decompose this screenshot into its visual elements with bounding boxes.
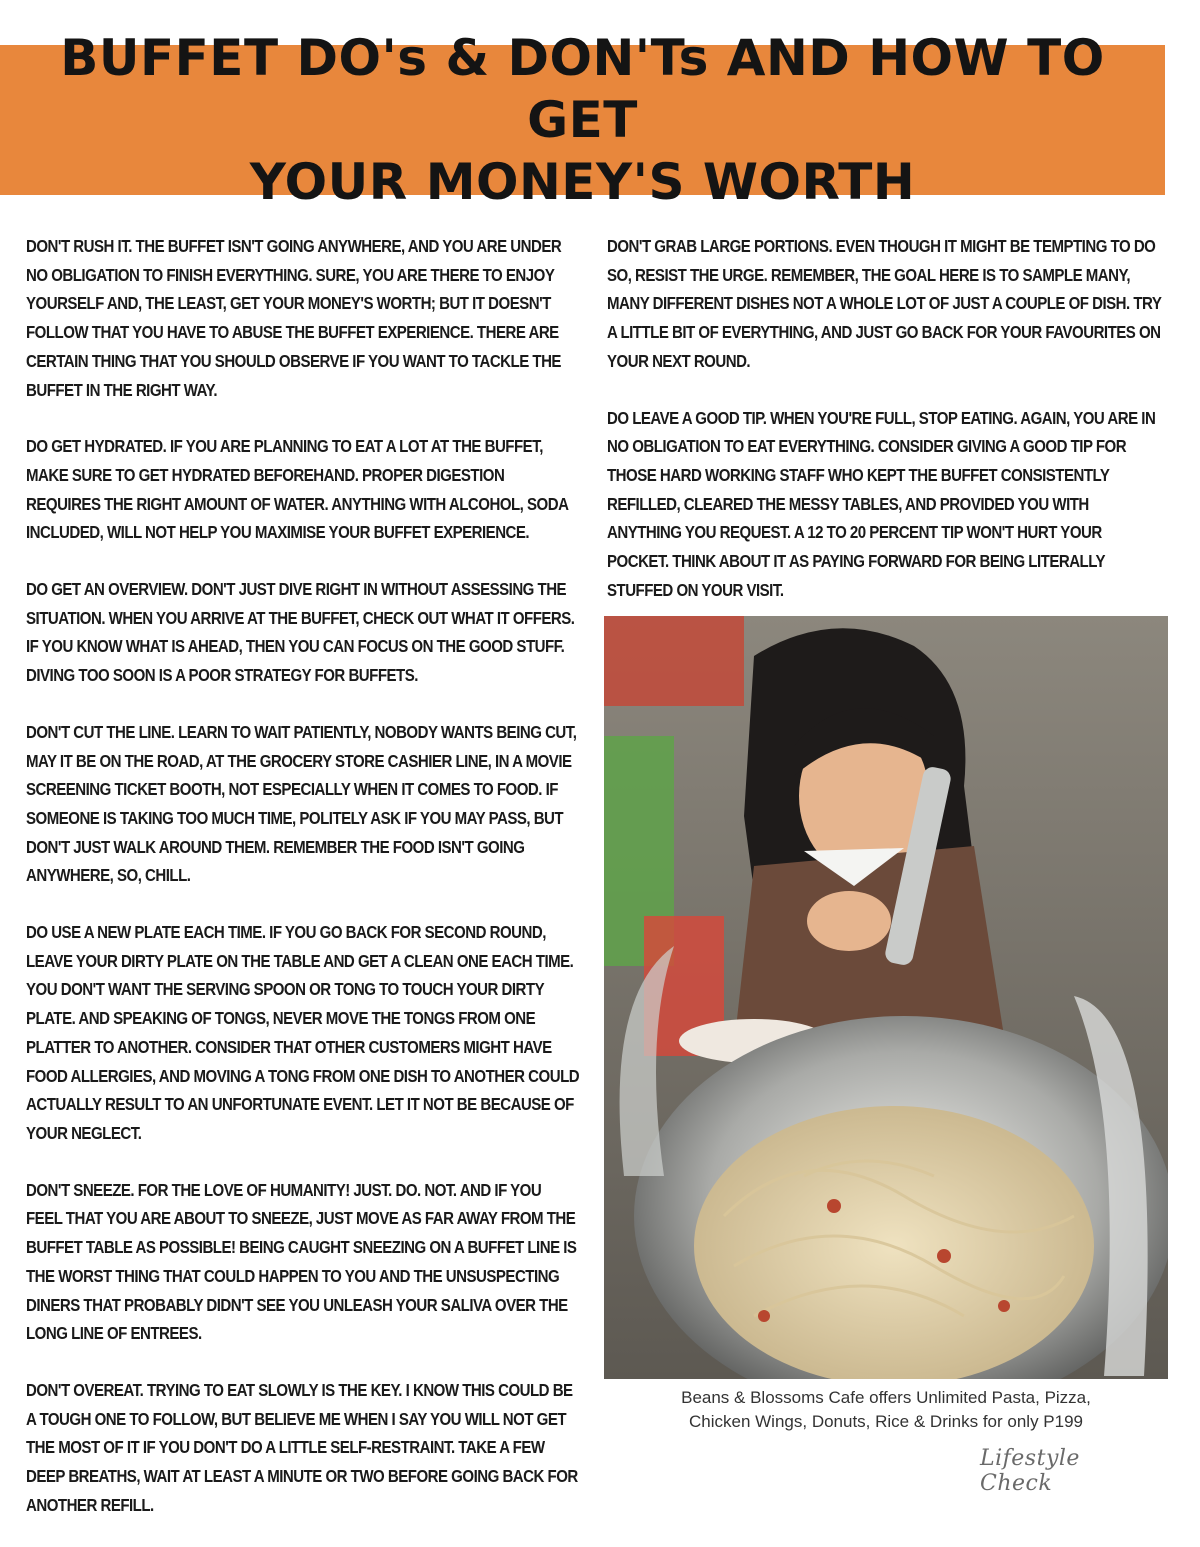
title-line-2: YOUR MONEY'S WORTH bbox=[249, 153, 916, 211]
tip-dont-sneeze: DON'T SNEEZE. FOR THE LOVE OF HUMANITY! JUST. DO. NOT. AND IF YOU FEEL THAT YOU ARE ABOUT TO SNEEZE, JUST MOVE AS FAR AWAY FROM THE BUFFET TABLE AS POSSIBLE! BEING CAUGHT SNEEZING ON A BUFFET LINE IS THE WORST THING THAT COULD HAPPEN TO YOU AND THE UNSUSPECTING DINERS THAT PROBABLY DIDN'T SEE YOU UNLEASH YOUR SALIVA OVER THE LONG LINE OF ENTREES. bbox=[26, 1179, 577, 1344]
logo-text: Lifestyle Check bbox=[980, 1446, 1080, 1496]
tip-leave-tip: DO LEAVE A GOOD TIP. WHEN YOU'RE FULL, STOP EATING. AGAIN, YOU ARE IN NO OBLIGATION TO EAT EVERYTHING. CONSIDER GIVING A GOOD TIP FOR THOSE HARD WORKING STAFF WHO KEPT THE BUFFET CONSISTENTLY REFILLED, CLEARED THE MESSY TABLES, AND PROVIDED YOU WITH ANYTHING YOU REQUEST. A 12 TO 20 PERCENT TIP WON'T HURT YOUR POCKET. THINK ABOUT IT AS PAYING FORWARD FOR BEING LITERALLY STUFFED ON YOUR VISIT. bbox=[607, 407, 1156, 600]
right-column bbox=[607, 232, 1167, 632]
page-title bbox=[0, 27, 1165, 213]
tip-new-plate: DO USE A NEW PLATE EACH TIME. IF YOU GO BACK FOR SECOND ROUND, LEAVE YOUR DIRTY PLATE ON THE TABLE AND GET A CLEAN ONE EACH TIME. YOU DON'T WANT THE SERVING SPOON OR TONG TO TOUCH YOUR DIRTY PLATE. AND SPEAKING OF TONGS, NEVER MOVE THE TONGS FROM ONE PLATTER TO ANOTHER. CONSIDER THAT OTHER CUSTOMERS MIGHT HAVE FOOD ALLERGIES, AND MOVING A TONG FROM ONE DISH TO ANOTHER COULD ACTUALLY RESULT TO AN UNFORTUNATE EVENT. LET IT NOT BE BECAUSE OF YOUR NEGLECT. bbox=[26, 922, 580, 1143]
tip-dont-cut-line: DON'T CUT THE LINE. LEARN TO WAIT PATIENTLY, NOBODY WANTS BEING CUT, MAY IT BE ON THE ROAD, AT THE GROCERY STORE CASHIER LINE, IN A MOVIE SCREENING TICKET BOOTH, NOT ESPECIALLY WHEN IT COMES TO FOOD. IF SOMEONE IS TAKING TOO MUCH TIME, POLITELY ASK IF YOU MAY PASS, BUT DON'T JUST WALK AROUND THEM. REMEMBER THE FOOD ISN'T GOING ANYWHERE, SO, CHILL. bbox=[26, 721, 577, 886]
lifestyle-check-logo bbox=[980, 1446, 1155, 1496]
tip-get-hydrated: DO GET HYDRATED. IF YOU ARE PLANNING TO EAT A LOT AT THE BUFFET, MAKE SURE TO GET HYDRATED BEFOREHAND. PROPER DIGESTION REQUIRES THE RIGHT AMOUNT OF WATER. ANYTHING WITH ALCOHOL, SODA INCLUDED, WILL NOT HELP YOU MAXIMISE YOUR BUFFET EXPERIENCE. bbox=[26, 436, 568, 543]
title-line-1: BUFFET DO's & DON'Ts AND HOW TO GET bbox=[60, 29, 1105, 149]
tip-large-portions: DON'T GRAB LARGE PORTIONS. EVEN THOUGH IT MIGHT BE TEMPTING TO DO SO, RESIST THE URGE. REMEMBER, THE GOAL HERE IS TO SAMPLE MANY, MANY DIFFERENT DISHES NOT A WHOLE LOT OF JUST A COUPLE OF DISH. TRY A LITTLE BIT OF EVERYTHING, AND JUST GO BACK FOR YOUR FAVOURITES ON YOUR NEXT ROUND. bbox=[607, 236, 1162, 371]
left-column bbox=[26, 232, 581, 1547]
title-banner bbox=[0, 29, 1165, 211]
tip-dont-overeat: DON'T OVEREAT. TRYING TO EAT SLOWLY IS THE KEY. I KNOW THIS COULD BE A TOUGH ONE TO FOLLOW, BUT BELIEVE ME WHEN I SAY YOU WILL NOT GET THE MOST OF IT IF YOU DON'T DO A LITTLE SELF-RESTRAINT. TAKE A FEW DEEP BREATHS, WAIT AT LEAST A MINUTE OR TWO BEFORE GOING BACK FOR ANOTHER REFILL. bbox=[26, 1379, 578, 1515]
caption-line-1: Beans & Blossoms Cafe offers Unlimited Pasta, Pizza, bbox=[681, 1388, 1091, 1407]
photo-caption bbox=[604, 1386, 1168, 1434]
tip-dont-rush: DON'T RUSH IT. THE BUFFET ISN'T GOING ANYWHERE, AND YOU ARE UNDER NO OBLIGATION TO FINISH EVERYTHING. SURE, YOU ARE THERE TO ENJOY YOURSELF AND, THE LEAST, GET YOUR MONEY'S WORTH; BUT IT DOESN'T FOLLOW THAT YOU HAVE TO ABUSE THE BUFFET EXPERIENCE. THERE ARE CERTAIN THING THAT YOU SHOULD OBSERVE IF YOU WANT TO TACKLE THE BUFFET IN THE RIGHT WAY. bbox=[26, 236, 562, 400]
tip-get-overview: DO GET AN OVERVIEW. DON'T JUST DIVE RIGHT IN WITHOUT ASSESSING THE SITUATION. WHEN YOU ARRIVE AT THE BUFFET, CHECK OUT WHAT IT OFFERS. IF YOU KNOW WHAT IS AHEAD, THEN YOU CAN FOCUS ON THE GOOD STUFF. DIVING TOO SOON IS A POOR STRATEGY FOR BUFFETS. bbox=[26, 579, 575, 686]
caption-line-2: Chicken Wings, Donuts, Rice & Drinks for only P199 bbox=[689, 1412, 1083, 1431]
buffet-photo bbox=[604, 616, 1168, 1379]
